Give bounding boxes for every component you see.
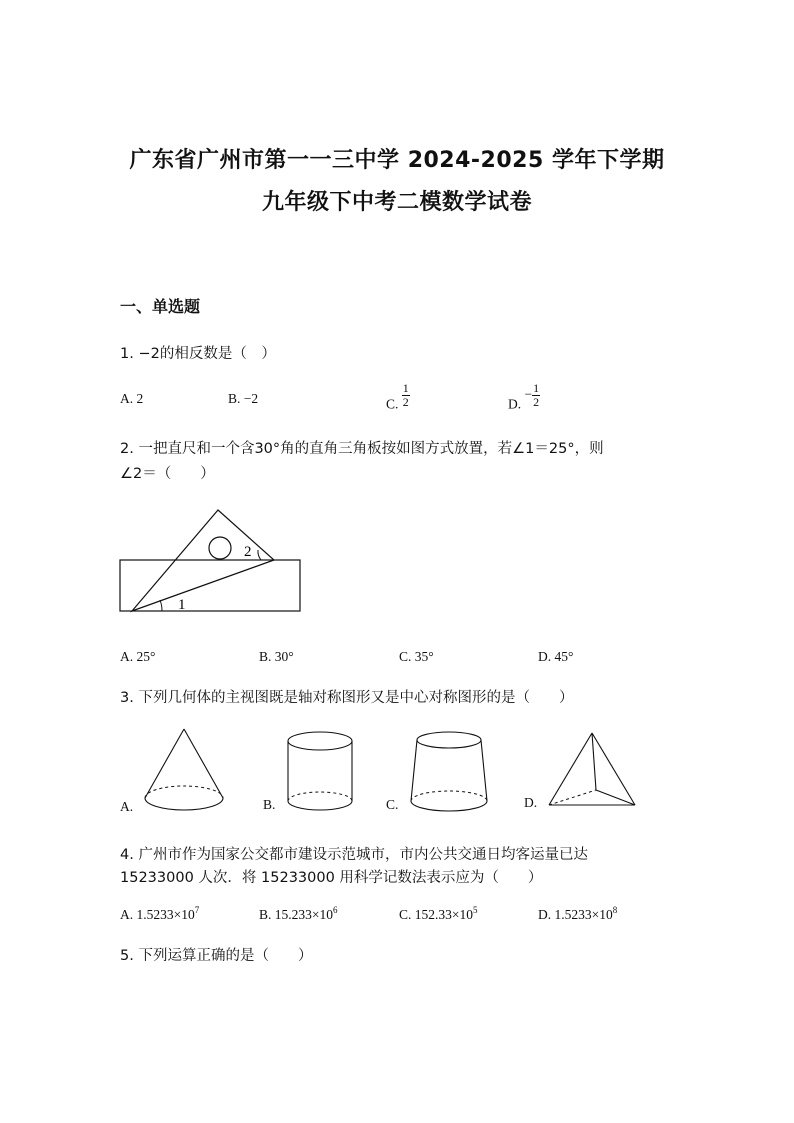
q3-option-a-label[interactable]: A.: [120, 799, 134, 814]
question-number: 3.: [120, 690, 134, 706]
question-text: 广州市作为国家公交都市建设示范城市，市内公共交通日均客运量已达: [138, 847, 588, 863]
q2-option-a[interactable]: [120, 649, 155, 665]
q4-option-c[interactable]: [399, 905, 478, 923]
page-title-line1: 广东省广州市第一一三中学 2024-2025 学年下学期: [129, 148, 665, 173]
option-label: B.: [259, 649, 272, 664]
question-4: [120, 843, 588, 864]
q4-option-b[interactable]: [259, 905, 338, 923]
fraction-denominator: 2: [402, 395, 409, 409]
question-text: 下列运算正确的是（ ）: [138, 948, 313, 964]
question-number: 5.: [120, 948, 134, 964]
option-value: 2: [136, 391, 144, 406]
q1-option-c[interactable]: [386, 382, 410, 413]
q2-option-c[interactable]: [399, 649, 434, 665]
fraction-numerator: 1: [402, 381, 409, 395]
cylinder-figure[interactable]: [285, 729, 355, 815]
option-label: B.: [259, 907, 272, 922]
section-heading: 一、单选题: [120, 297, 201, 316]
ruler-triangle-figure: [118, 505, 308, 617]
option-label: A.: [120, 391, 134, 406]
option-value: 15.233×10: [274, 907, 334, 922]
option-label: D.: [538, 907, 552, 922]
option-label: A.: [120, 907, 134, 922]
option-value: 1.5233×10: [554, 907, 613, 922]
fraction: [532, 382, 540, 409]
question-number: 2.: [120, 441, 134, 457]
question-text: 一把直尺和一个含30°角的直角三角板按如图方式放置，若∠1＝25°，则: [138, 441, 604, 457]
fraction-numerator: 1: [533, 381, 540, 395]
question-5: [120, 944, 312, 965]
frustum-figure[interactable]: [408, 729, 490, 815]
exponent: 7: [194, 905, 200, 915]
exponent: 8: [612, 905, 618, 915]
fraction-denominator: 2: [533, 395, 540, 409]
q3-option-b-label[interactable]: B.: [263, 797, 276, 812]
page-title-line2: 九年级下中考二模数学试卷: [261, 190, 532, 215]
option-label: C.: [386, 396, 399, 412]
question-1: [120, 342, 276, 363]
option-value: 1.5233×10: [136, 907, 195, 922]
exponent: 6: [333, 905, 338, 915]
q1-option-b[interactable]: [228, 391, 258, 407]
question-text: 下列几何体的主视图既是轴对称图形又是中心对称图形的是（ ）: [138, 690, 574, 706]
q2-option-b[interactable]: [259, 649, 294, 665]
option-value: −2: [243, 391, 259, 406]
question-number: 4.: [120, 847, 134, 863]
minus-sign: −: [524, 386, 533, 402]
question-2: [120, 437, 604, 458]
option-label: D.: [508, 396, 522, 412]
option-label: B.: [228, 391, 241, 406]
triangle-hole: [209, 537, 231, 559]
question-4-line2: 15233000 人次．将 15233000 用科学记数法表示应为（ ）: [120, 870, 543, 886]
option-value: 35°: [414, 649, 434, 664]
q1-option-a[interactable]: [120, 391, 143, 407]
question-3: [120, 686, 573, 707]
pyramid-figure[interactable]: [546, 730, 638, 810]
question-2-line2: ∠2＝（ ）: [120, 466, 215, 482]
option-label: A.: [120, 649, 134, 664]
q3-option-c-label[interactable]: C.: [386, 797, 399, 812]
option-value: 25°: [136, 649, 156, 664]
option-value: 152.33×10: [414, 907, 474, 922]
q3-option-d-label[interactable]: D.: [524, 795, 538, 810]
fraction: [402, 382, 410, 409]
angle-1-label: 1: [178, 597, 186, 613]
question-text: −2的相反数是（ ）: [138, 346, 276, 362]
option-value: 30°: [274, 649, 294, 664]
question-number: 1.: [120, 346, 134, 362]
angle-2-label: 2: [244, 544, 252, 560]
angle-2-arc: [258, 550, 261, 560]
option-value: 45°: [554, 649, 574, 664]
q4-option-d[interactable]: [538, 905, 617, 923]
exponent: 5: [473, 905, 478, 915]
q1-option-d[interactable]: [508, 382, 540, 413]
option-label: D.: [538, 649, 552, 664]
angle-1-arc: [160, 600, 162, 611]
option-label: C.: [399, 907, 412, 922]
q4-option-a[interactable]: [120, 905, 199, 923]
q2-option-d[interactable]: [538, 649, 573, 665]
cone-figure[interactable]: [142, 726, 226, 816]
ruler: [120, 560, 300, 611]
option-label: C.: [399, 649, 412, 664]
